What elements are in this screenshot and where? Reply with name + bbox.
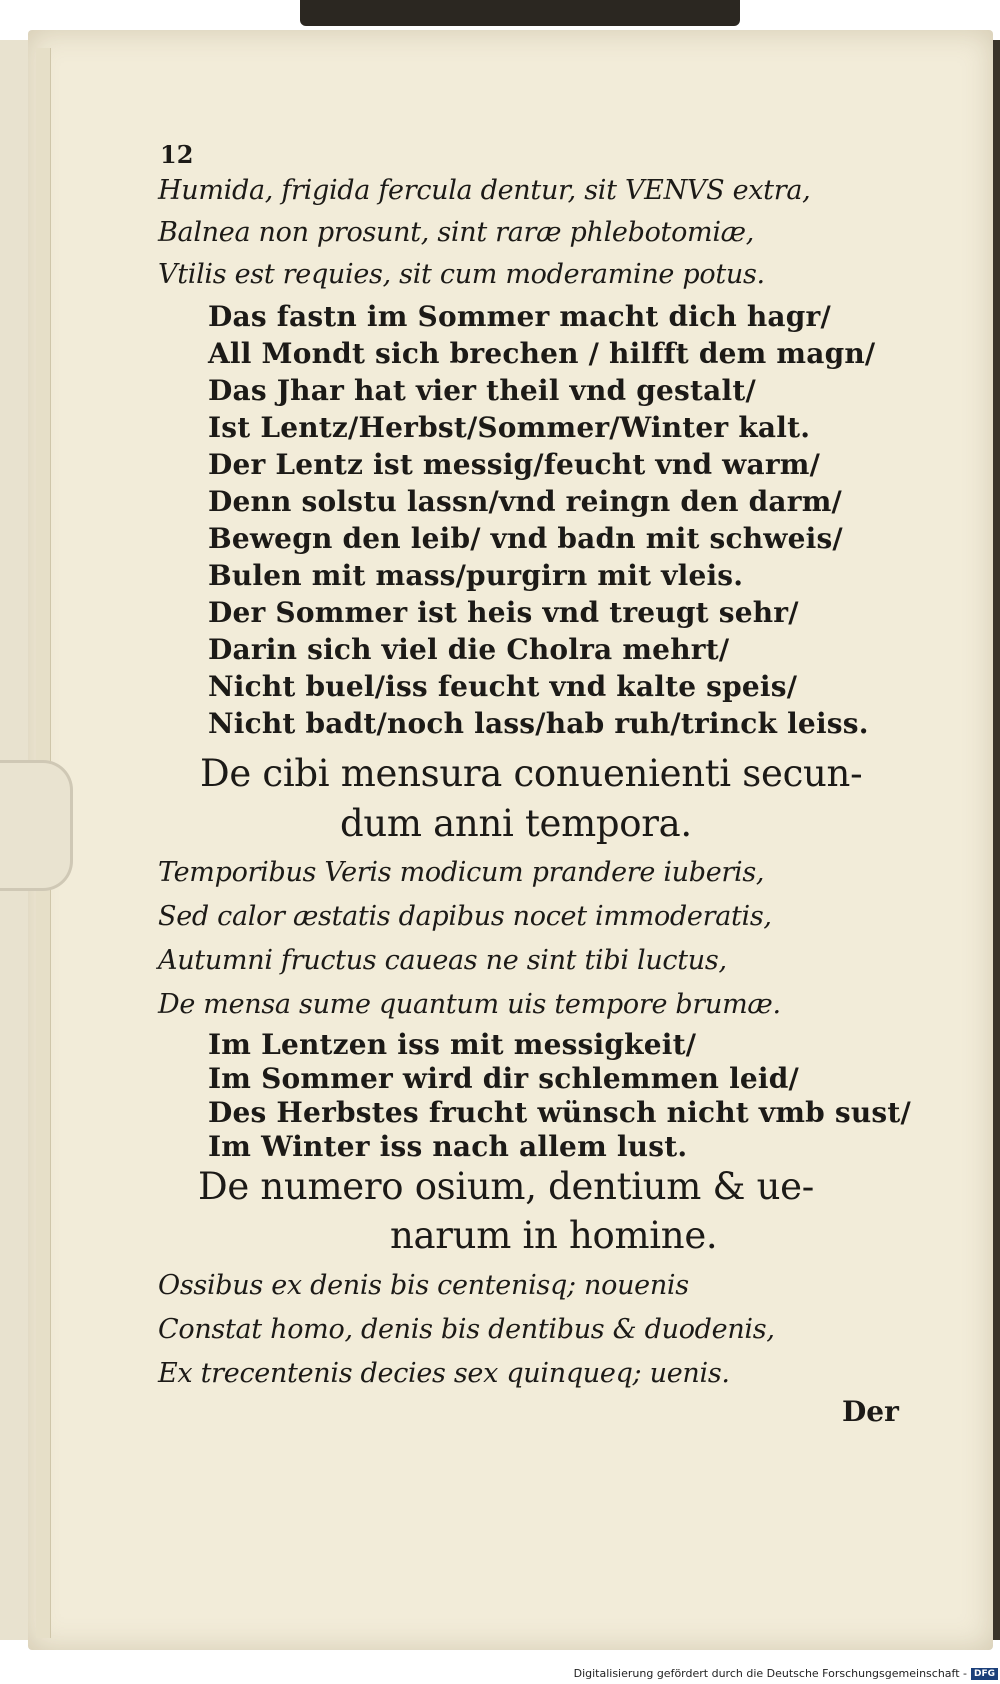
- german-line: Darin sich viel die Cholra mehrt/: [208, 633, 730, 666]
- latin-line: Humida, frigida fercula dentur, sit VENVS extra,: [158, 175, 811, 206]
- german-line: Denn solstu lassn/vnd reingn den darm/: [208, 485, 842, 518]
- german-line: Des Herbstes frucht wünsch nicht vmb sust/: [208, 1096, 911, 1129]
- german-line: Der Lentz ist messig/feucht vnd warm/: [208, 448, 821, 481]
- german-line: Ist Lentz/Herbst/Sommer/Winter kalt.: [208, 411, 811, 444]
- latin-line: Autumni fructus caueas ne sint tibi luctus,: [158, 945, 727, 976]
- latin-line: Sed calor æstatis dapibus nocet immoderatis,: [158, 901, 772, 932]
- digitization-footer: [574, 1667, 998, 1680]
- section-heading: dum anni tempora.: [340, 802, 692, 845]
- german-line: All Mondt sich brechen / hilfft dem magn/: [208, 337, 876, 370]
- latin-line: Vtilis est requies, sit cum moderamine potus.: [158, 259, 765, 290]
- section-heading: De cibi mensura conuenienti secun-: [200, 752, 863, 795]
- german-line: Im Sommer wird dir schlemmen leid/: [208, 1062, 799, 1095]
- page-number: 12: [160, 140, 194, 169]
- latin-line: Constat homo, denis bis dentibus & duodenis,: [158, 1314, 775, 1345]
- footer-text: Digitalisierung gefördert durch die Deutsche Forschungsgemeinschaft -: [573, 1667, 967, 1680]
- german-line: Der Sommer ist heis vnd treugt sehr/: [208, 596, 799, 629]
- german-line: Bewegn den leib/ vnd badn mit schweis/: [208, 522, 843, 555]
- german-line: Im Winter iss nach allem lust.: [208, 1130, 688, 1163]
- latin-line: Ex trecentenis decies sex quinqueq; uenis.: [158, 1358, 730, 1389]
- german-line: Das fastn im Sommer macht dich hagr/: [208, 300, 831, 333]
- latin-line: Balnea non prosunt, sint raræ phlebotomiæ,: [158, 217, 755, 248]
- german-line: Nicht badt/noch lass/hab ruh/trinck leiss.: [208, 707, 869, 740]
- german-line: Nicht buel/iss feucht vnd kalte speis/: [208, 670, 798, 703]
- latin-line: Ossibus ex denis bis centenisq; nouenis: [158, 1270, 689, 1301]
- latin-line: Temporibus Veris modicum prandere iuberis,: [158, 857, 765, 888]
- section-heading: De numero osium, dentium & ue-: [198, 1165, 814, 1208]
- dfg-logo: DFG: [971, 1668, 998, 1680]
- german-line: Bulen mit mass/purgirn mit vleis.: [208, 559, 744, 592]
- section-heading: narum in homine.: [390, 1214, 718, 1257]
- latin-line: De mensa sume quantum uis tempore brumæ.: [158, 989, 781, 1020]
- german-line: Das Jhar hat vier theil vnd gestalt/: [208, 374, 756, 407]
- german-line: Im Lentzen iss mit messigkeit/: [208, 1028, 697, 1061]
- catchword: Der: [842, 1395, 899, 1428]
